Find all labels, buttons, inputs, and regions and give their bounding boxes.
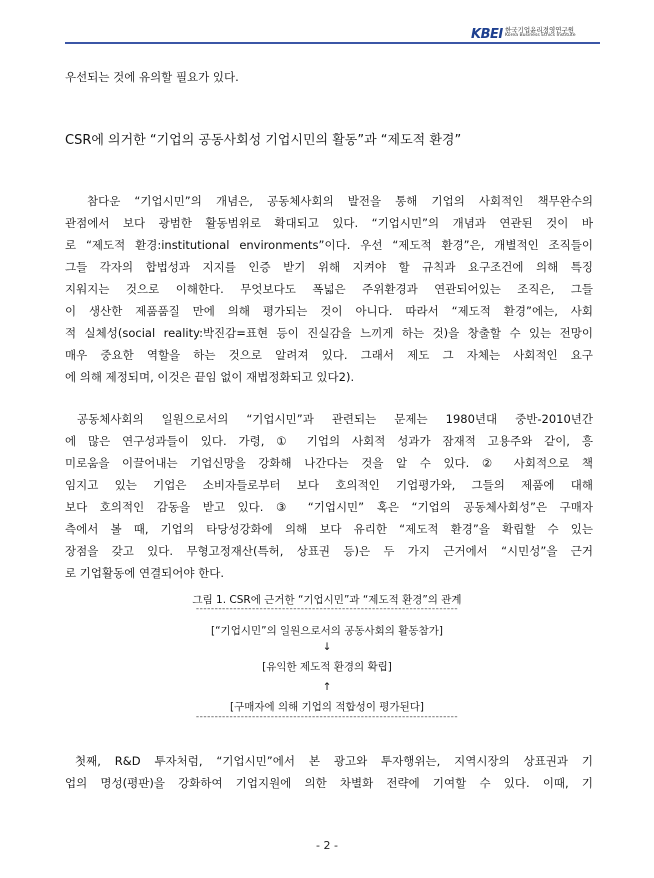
carryover-line: 우선되는 것에 유의할 필요가 있다. [65, 70, 239, 84]
paragraph-line: 장점을 갖고 있다. 무형고정재산(특허, 상표권 등)은 두 가지 근거에서 “시민성”을 근거 [65, 544, 593, 558]
paragraph-line: 첫째, R&D 투자처럼, “기업시민”에서 본 광고와 투자행위는, 지역시장의 상표권과 기 [75, 754, 593, 768]
paragraph-line: 로 기업활동에 연결되어야 한다. [65, 566, 225, 580]
logo-korean-name: 한국기업윤리경영연구원 [505, 26, 575, 34]
institute-logo [471, 25, 601, 43]
figure-top-rule: ---------------------------------------------------------------------- [195, 604, 459, 614]
logo-mark: KBEI [471, 27, 503, 42]
paragraph-line: 보다 호의적인 감동을 받고 있다. ③ “기업시민” 혹은 “기업의 공동체사회성”은 구매자 [65, 500, 593, 514]
logo-english-name: Korea Business Ethics Institute [505, 33, 576, 38]
paragraph-line: 적 실체성(social reality:박진감=표현 등이 진실감을 느끼게 하는 것)을 창출할 수 있는 전망이 [65, 326, 593, 340]
paragraph-line: 관점에서 보다 광범한 활동범위로 확대되고 있다. “기업시민”의 개념과 연관된 것이 바 [65, 216, 593, 230]
paragraph-line: 로 “제도적 환경:institutional environments”이다. 우선 “제도적 환경”은, 개별적인 조직들이 [65, 238, 593, 252]
figure-box-environment: [유익한 제도적 환경의 확립] [262, 661, 392, 673]
paragraph-line: 그들 각자의 합법성과 지지를 인증 받기 위해 지켜야 할 규칙과 요구조건에 의해 특징 [65, 260, 593, 274]
paragraph-line: 미로움을 이끌어내는 기업신망을 강화해 나간다는 것을 알 수 있다. ② 사회적으로 책 [65, 456, 593, 470]
paragraph-line: 에 많은 연구성과들이 있다. 가령, ① 기업의 사회적 성과가 잠재적 고용주와 같이, 흥 [65, 434, 593, 448]
figure-box-evaluation: [구매자에 의해 기업의 적합성이 평가된다] [230, 701, 424, 713]
figure-bottom-rule: ---------------------------------------------------------------------- [195, 712, 459, 722]
paragraph-line: 에 의해 제정되며, 이것은 끝임 없이 재법정화되고 있다2). [65, 370, 355, 384]
paragraph-line: 업의 명성(평판)을 강화하여 기업지원에 의한 차별화 전략에 기여할 수 있다. 이때, 기 [65, 776, 593, 790]
arrow-down-icon: ↓ [322, 641, 332, 653]
page-number: - 2 - [316, 839, 338, 852]
paragraph-line: 임지고 있는 기업은 소비자들로부터 보다 호의적인 기업평가와, 그들의 제품에 대해 [65, 478, 593, 492]
paragraph-line: 지워지는 것으로 이해한다. 무엇보다도 폭넓은 주위환경과 연관되어있는 조직은, 그들 [65, 282, 593, 296]
section-heading: CSR에 의거한 “기업의 공동사회성 기업시민의 활동”과 “제도적 환경” [65, 133, 462, 148]
paragraph-line: 측에서 볼 때, 기업의 타당성강화에 의해 보다 유리한 “제도적 환경”을 확립할 수 있는 [65, 522, 593, 536]
paragraph-line: 공동체사회의 일원으로서의 “기업시민”과 관련되는 문제는 1980년대 중반-2010년간 [77, 412, 593, 426]
header-rule [65, 42, 600, 44]
paragraph-line: 참다운 “기업시민”의 개념은, 공동체사회의 발전을 통해 기업의 사회적인 책무완수의 [87, 194, 593, 208]
figure-box-participation: [“기업시민”의 일원으로서의 공동사회의 활동참가] [211, 625, 443, 637]
figure-caption: 그림 1. CSR에 근거한 “기업시민”과 “제도적 환경”의 관계 [192, 594, 462, 606]
arrow-up-icon: ↑ [322, 681, 332, 693]
paragraph-line: 이 생산한 제품품질 만에 의해 평가되는 것이 아니다. 따라서 “제도적 환경”에는, 사회 [65, 304, 593, 318]
paragraph-line: 매우 중요한 역할을 하는 것으로 알려져 있다. 그래서 제도 그 자체는 사회적인 요구 [65, 348, 593, 362]
